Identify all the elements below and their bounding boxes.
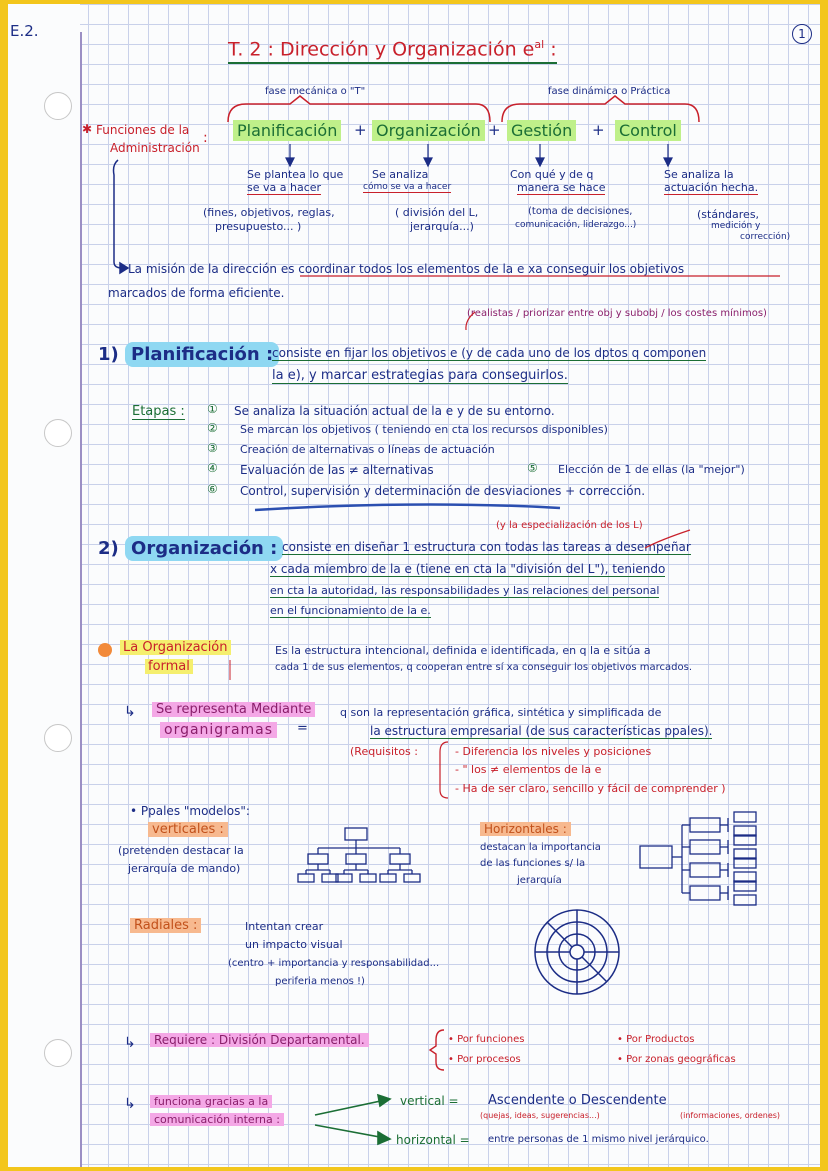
page-title: T. 2 : Dirección y Organización $e^{al}$ :	[228, 38, 557, 64]
mission-line-1: La misión de la dirección es coordinar todos los elementos de la e xa conseguir los objetivos	[128, 262, 685, 276]
plus-sign: +	[488, 121, 501, 139]
vertical-organigram-icon	[298, 828, 420, 882]
horizontal-comm-text: entre personas de 1 mismo nivel jerárquico.	[488, 1134, 709, 1145]
example-planning-1: (fines, objetivos, reglas,	[203, 206, 335, 219]
mission-line-2: marcados de forma eficiente.	[108, 286, 285, 300]
horizontal-model-desc-1: destacan la importancia	[480, 842, 601, 853]
note-realistic: (realistas / priorizar entre obj y subobj / los costes mínimos)	[467, 308, 767, 319]
plus-sign: +	[592, 121, 605, 139]
page-number: 1	[792, 24, 812, 44]
vertical-comm-label: vertical =	[400, 1094, 459, 1108]
planning-def-1: consiste en fijar los objetivos e (y de cada uno de los dptos q componen	[272, 346, 707, 360]
stage-4-number: ④	[207, 461, 218, 475]
arrow-icon: ↳	[124, 704, 136, 720]
department-by-product: • Por Productos	[617, 1034, 695, 1045]
stage-6-number: ⑥	[207, 482, 218, 496]
stage-2-number: ②	[207, 421, 218, 435]
communication-label-1: funciona gracias a la	[150, 1095, 272, 1108]
organization-heading: 2) Organización :	[98, 538, 283, 559]
desc-mgmt-2: manera se hace	[517, 181, 606, 194]
organigram-label-1: Se representa Mediante	[152, 702, 315, 717]
example-org-1: ( división del L,	[395, 206, 479, 219]
down-arrows	[286, 144, 672, 166]
colon: :	[203, 130, 208, 146]
department-by-function: • Por funciones	[448, 1034, 525, 1045]
example-control-2: medición y	[711, 221, 761, 231]
example-mgmt-1: (toma de decisiones,	[528, 206, 633, 217]
horizontal-model-name: Horizontales :	[480, 822, 571, 836]
page-code: E.2.	[10, 22, 39, 40]
requirement-brace	[440, 742, 448, 798]
function-control: Control	[615, 120, 681, 141]
formal-def-1: Es la estructura intencional, definida e identificada, en q la e sitúa a	[275, 644, 651, 657]
vertical-model-desc-1: (pretenden destacar la	[118, 844, 244, 857]
desc-control-1: Se analiza la	[664, 168, 734, 181]
horizontal-comm-label: horizontal =	[396, 1133, 470, 1147]
stages-separator	[255, 504, 560, 510]
desc-org-2: cómo se va a hacer	[363, 182, 452, 192]
example-control-1: (stándares,	[697, 208, 760, 221]
department-brace	[430, 1030, 444, 1070]
radial-organigram-icon	[535, 910, 619, 994]
stage-6: Control, supervisión y determinación de desviaciones + corrección.	[240, 484, 646, 498]
radial-model-desc-1: Intentan crear	[245, 920, 324, 933]
requirement-2: - " los ≠ elementos de la e	[455, 763, 602, 776]
formal-def-2: cada 1 de sus elementos, q cooperan entre sí xa conseguir los objetivos marcados.	[275, 662, 693, 673]
radial-model-desc-2: un impacto visual	[245, 938, 343, 951]
phase-braces	[228, 96, 699, 122]
functions-label-1: Funciones de la	[96, 123, 190, 137]
asterisk-icon: ✱	[82, 122, 93, 136]
planning-heading: 1) Planificación :	[98, 344, 279, 365]
stages-label: Etapas :	[132, 404, 185, 419]
ascending-note: (quejas, ideas, sugerencias...)	[480, 1111, 600, 1120]
vertical-model-desc-2: jerarquía de mando)	[128, 862, 241, 875]
function-planning: Planificación	[233, 120, 341, 141]
departmental-label: Requiere : División Departamental.	[150, 1033, 369, 1047]
vertical-comm-text: Ascendente o Descendente	[488, 1093, 667, 1108]
realistic-pointer	[466, 312, 475, 330]
stage-3-number: ③	[207, 441, 218, 455]
stage-5-number: ⑤	[527, 461, 538, 475]
equals-sign: =	[297, 721, 308, 736]
formal-label-2: formal	[145, 659, 193, 674]
radial-model-desc-3: (centro + importancia y responsabilidad...	[228, 958, 440, 969]
requirements-label: (Requisitos :	[350, 745, 418, 758]
desc-planning-2: se va a hacer	[247, 181, 322, 194]
example-org-2: jerarquía...)	[410, 220, 474, 233]
example-mgmt-2: comunicación, liderazgo...)	[515, 220, 637, 230]
organigram-def-1: q son la representación gráfica, sintética y simplificada de	[340, 706, 662, 719]
requirement-3: - Ha de ser claro, sencillo y fácil de comprender )	[455, 782, 726, 795]
formal-label-1: La Organización	[120, 640, 231, 655]
desc-planning-1: Se plantea lo que	[247, 168, 344, 181]
department-by-process: • Por procesos	[448, 1054, 521, 1065]
organization-def-3: en cta la autoridad, las responsabilidades y las relaciones del personal	[270, 584, 660, 597]
arrow-icon: ↳	[124, 1096, 136, 1112]
example-control-3: corrección)	[740, 232, 791, 242]
planning-def-2: la e), y marcar estrategias para conseguirlos.	[272, 368, 568, 383]
descending-note: (informaciones, ordenes)	[680, 1111, 781, 1120]
organization-def-4: en el funcionamiento de la e.	[270, 604, 431, 617]
organization-note: (y la especialización de los L)	[496, 520, 643, 531]
stage-1-number: ①	[207, 402, 218, 416]
example-planning-2: presupuesto... )	[215, 220, 302, 233]
desc-org-1: Se analiza	[372, 168, 429, 181]
department-by-zone: • Por zonas geográficas	[617, 1054, 736, 1065]
communication-label-2: comunicación interna :	[150, 1113, 284, 1126]
stage-5: Elección de 1 de ellas (la "mejor")	[558, 463, 745, 476]
stage-3: Creación de alternativas o líneas de actuación	[240, 443, 495, 456]
stage-1: Se analiza la situación actual de la e y de su entorno.	[234, 404, 555, 418]
mission-bracket	[114, 160, 129, 273]
desc-control-2: actuación hecha.	[664, 181, 759, 194]
requirement-1: - Diferencia los niveles y posiciones	[455, 745, 652, 758]
function-organization: Organización	[372, 120, 485, 141]
models-label: • Ppales "modelos":	[130, 804, 250, 818]
plus-sign: +	[354, 121, 367, 139]
communication-arrows	[315, 1095, 390, 1144]
org-note-pointer	[645, 530, 690, 548]
horizontal-model-desc-3: jerarquía	[517, 875, 562, 886]
desc-mgmt-1: Con qué y de q	[510, 168, 594, 181]
function-management: Gestión	[507, 120, 576, 141]
horizontal-organigram-icon	[640, 812, 756, 905]
organization-def-1: consiste en diseñar 1 estructura con todas las tareas a desempeñar	[282, 540, 691, 554]
arrow-icon: ↳	[124, 1035, 136, 1051]
radial-model-desc-4: periferia menos !)	[275, 976, 365, 987]
organigram-label-2: organigramas	[160, 722, 277, 738]
stage-2: Se marcan los objetivos ( teniendo en cta los recursos disponibles)	[240, 423, 608, 436]
organigram-def-2: la estructura empresarial (de sus características ppales).	[370, 724, 713, 738]
functions-label-2: Administración	[110, 141, 200, 155]
phase-dynamic: fase dinámica o Práctica	[548, 86, 671, 97]
vertical-model-name: verticales :	[148, 822, 228, 837]
phase-mechanical: fase mecánica o "T"	[265, 86, 366, 97]
stage-4: Evaluación de las ≠ alternativas	[240, 463, 434, 477]
organization-def-2: x cada miembro de la e (tiene en cta la "división del L"), teniendo	[270, 562, 666, 576]
radial-model-name: Radiales :	[130, 918, 201, 933]
horizontal-model-desc-2: de las funciones s/ la	[480, 858, 586, 869]
